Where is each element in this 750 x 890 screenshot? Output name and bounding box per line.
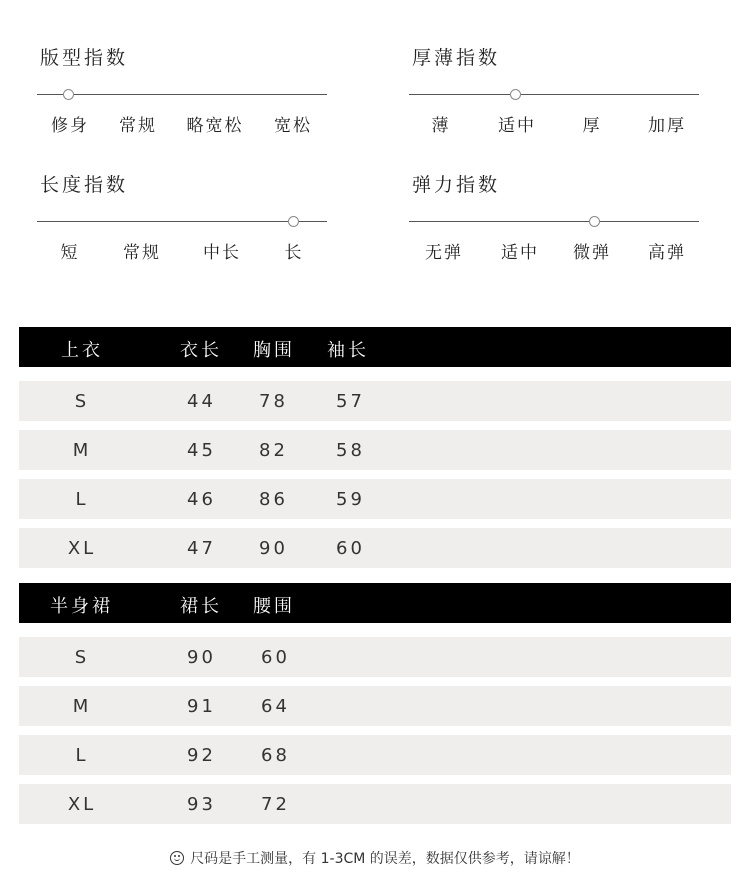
header-bust: 胸围: [253, 340, 295, 361]
elasticity-option: 微弹: [573, 243, 611, 263]
header-waist: 腰围: [253, 596, 295, 617]
top-table-header: [19, 327, 731, 367]
size-cell: S: [74, 647, 90, 668]
waist-cell: 64: [261, 696, 290, 717]
skirt-length-cell: 90: [187, 647, 216, 668]
length-index-marker: [288, 216, 299, 227]
size-cell: L: [75, 745, 89, 766]
table-row: [19, 479, 731, 519]
header-skirt-length: 裙长: [180, 596, 222, 617]
table-row: [19, 430, 731, 470]
thickness-index-title: 厚薄指数: [412, 47, 501, 69]
skirt-size-table: [19, 583, 731, 824]
fit-index-title: 版型指数: [40, 47, 129, 69]
sleeve-cell: 58: [336, 440, 365, 461]
length-option: 长: [284, 243, 304, 263]
bust-cell: 90: [259, 538, 288, 559]
skirt-table-header: [19, 583, 731, 623]
length-cell: 44: [187, 391, 216, 412]
size-cell: L: [75, 489, 89, 510]
length-index-title: 长度指数: [40, 174, 129, 196]
sleeve-cell: 59: [336, 489, 365, 510]
table-row: [19, 686, 731, 726]
table-row: [19, 381, 731, 421]
thickness-option: 适中: [498, 116, 536, 136]
thickness-option: 厚: [582, 116, 602, 136]
length-cell: 45: [187, 440, 216, 461]
skirt-length-cell: 93: [187, 794, 216, 815]
thickness-option: 薄: [431, 116, 451, 136]
size-cell: S: [74, 391, 90, 412]
thickness-option: 加厚: [648, 116, 686, 136]
waist-cell: 72: [261, 794, 290, 815]
elasticity-option: 高弹: [648, 243, 686, 263]
table-row: [19, 528, 731, 568]
bust-cell: 86: [259, 489, 288, 510]
thickness-index-marker: [510, 89, 521, 100]
size-cell: XL: [67, 794, 97, 815]
smile-icon: [170, 851, 184, 865]
elasticity-index-title: 弹力指数: [412, 174, 501, 196]
header-sleeve-length: 袖长: [327, 340, 369, 361]
size-cell: M: [72, 440, 92, 461]
bust-cell: 82: [259, 440, 288, 461]
elasticity-index-marker: [589, 216, 600, 227]
measurement-note-text: 尺码是手工测量，有 1-3CM 的误差，数据仅供参考，请谅解！: [190, 851, 580, 867]
skirt-length-cell: 91: [187, 696, 216, 717]
header-garment-length: 衣长: [180, 340, 222, 361]
size-cell: XL: [67, 538, 97, 559]
sleeve-cell: 60: [336, 538, 365, 559]
waist-cell: 68: [261, 745, 290, 766]
fit-option: 宽松: [274, 116, 312, 136]
table-row: [19, 735, 731, 775]
length-cell: 46: [187, 489, 216, 510]
waist-cell: 60: [261, 647, 290, 668]
size-cell: M: [72, 696, 92, 717]
table-row: [19, 637, 731, 677]
sleeve-cell: 57: [336, 391, 365, 412]
length-index-scale-line: [37, 221, 327, 222]
header-top: 上衣: [61, 340, 103, 361]
measurement-note: [0, 848, 750, 868]
table-row: [19, 784, 731, 824]
elasticity-option: 无弹: [425, 243, 463, 263]
length-option: 中长: [203, 243, 241, 263]
fit-index-marker: [63, 89, 74, 100]
thickness-index-scale-line: [409, 94, 699, 95]
elasticity-index-scale-line: [409, 221, 699, 222]
fit-index-scale-line: [37, 94, 327, 95]
top-size-table: [19, 327, 731, 568]
bust-cell: 78: [259, 391, 288, 412]
elasticity-option: 适中: [501, 243, 539, 263]
fit-option: 略宽松: [186, 116, 244, 136]
skirt-length-cell: 92: [187, 745, 216, 766]
fit-option: 修身: [51, 116, 89, 136]
length-cell: 47: [187, 538, 216, 559]
header-skirt: 半身裙: [50, 596, 113, 617]
length-option: 常规: [123, 243, 161, 263]
fit-option: 常规: [119, 116, 157, 136]
length-option: 短: [60, 243, 80, 263]
